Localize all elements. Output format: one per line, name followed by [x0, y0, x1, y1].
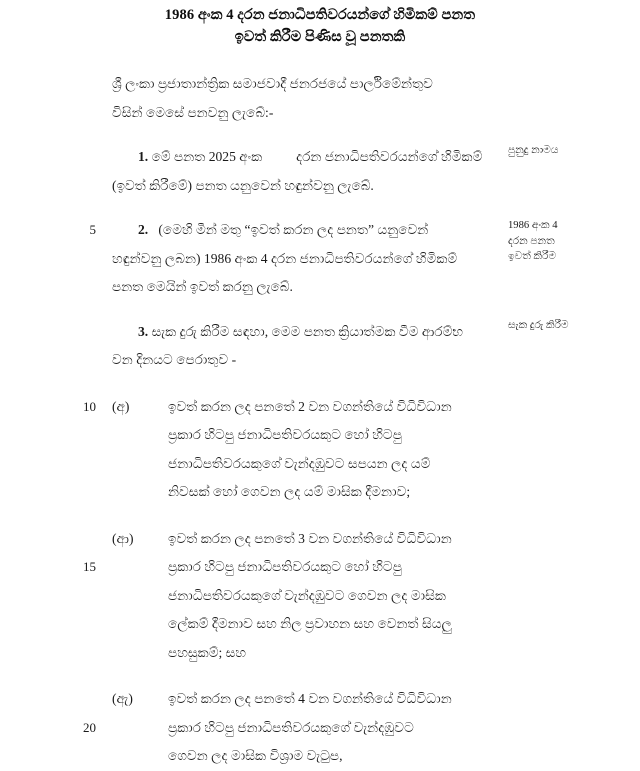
paragraph-aa-line-1: ඉවත් කරන ලද පනතේ 3 වන වගන්තියේ විධිවිධාන	[168, 530, 452, 546]
section-1-fragment-1: මේ පනත 2025 අංක	[151, 149, 263, 164]
paragraph-aa-body	[112, 525, 500, 668]
line-number-gutter	[0, 393, 112, 507]
paragraph-ae-letter: (ඇ)	[112, 691, 133, 706]
paragraph-a-line-3: ජනාධිපතිවරයකුගේ වැන්දඹුවට සපයන ලද යම්	[168, 455, 431, 471]
title-line-2: ඉවත් කිරීම පිණිස වූ පනතකි	[234, 29, 406, 45]
section-2-text	[112, 216, 500, 302]
section-2-number: 2.	[138, 222, 149, 237]
line-number-5: 5	[89, 222, 96, 237]
section-2-line-3: පනත මෙයින් ඉවත් කරනු ලැබේ.	[112, 279, 293, 294]
paragraph-ae-line-1: ඉවත් කරන ලද පනතේ 4 වන වගන්තියේ විධිවිධාන	[168, 691, 452, 706]
paragraph-aa-letter: (ආ)	[112, 530, 134, 546]
section-3-text	[112, 318, 500, 375]
paragraph-a-line-4: නිවසක් හෝ ගෙවන ලද යම් මාසික දීමනාව;	[168, 484, 411, 499]
line-number-gutter	[0, 318, 112, 375]
paragraph-aa-text	[168, 525, 500, 668]
line-number-gutter	[0, 525, 112, 668]
paragraph-ae-body	[112, 685, 500, 771]
section-2-line-2: හඳුන්වනු ලබන) 1986 අංක 4 දරන ජනාධිපතිවරයන්ගේ හිමිකම්	[112, 250, 458, 266]
paragraph-aa-line-4: ලේකම් දීමනාව සහ නිල ප්‍රවාහන සහ වෙනත් සියලු	[168, 616, 452, 631]
section-1-line-2: (ඉවත් කිරීමේ) පනත යනුවෙන් හඳුන්වනු ලැබේ.	[112, 177, 374, 193]
paragraph-ae	[0, 685, 640, 771]
paragraph-aa-line-2: ප්‍රකාර හිටපු ජනාධිපතිවරයකුට හෝ හිටපු	[168, 559, 402, 574]
sidenote-line: සැක දුරු කිරීම	[508, 319, 569, 331]
section-1-text	[112, 143, 500, 200]
line-number-10: 10	[83, 398, 96, 414]
paragraph-ae-line-3: ගෙවන ලද මාසික විශ්‍රාම වැටුප,	[168, 748, 343, 763]
line-number-gutter	[0, 685, 112, 771]
paragraph-aa-line-3: ජනාධිපතිවරයකුගේ වැන්දඹුවට ගෙවන ලද මාසික	[168, 587, 446, 603]
paragraph-a-line-2: ප්‍රකාර හිටපු ජනාධිපතිවරයකුට හෝ හිටපු	[168, 427, 402, 442]
paragraph-aa	[0, 525, 640, 668]
enacting-formula	[0, 70, 640, 127]
paragraph-a-body	[112, 393, 500, 507]
section-3-fragment-1: සැක දුරු කිරීම සඳහා, මෙම පනත ක්‍රියාත්මක වීම ආරම්භ	[151, 323, 464, 339]
line-number-20: 20	[83, 719, 96, 735]
section-3-line-2: වන දිනයට පෙරාතුව -	[112, 352, 237, 367]
enacting-line-1: ශ්‍රී ලංකා ප්‍රජාතාන්ත්‍රික සමාජවාදී ජනරජයේ පාර්ලිමේන්තුව	[112, 76, 433, 91]
line-number-gutter	[0, 143, 112, 200]
paragraph-ae-line-2: ප්‍රකාර හිටපු ජනාධිපතිවරයකුගේ වැන්දඹුවට	[168, 719, 414, 735]
paragraph-a-line-1: ඉවත් කරන ලද පනතේ 2 වන වගන්තියේ විධිවිධාන	[168, 398, 452, 414]
sidenote-line: 1986 අංක 4	[508, 220, 558, 231]
sidenote-line: පුනුදු නාමය	[508, 145, 559, 156]
sidenote-section-1	[508, 143, 640, 159]
title-line-1: 1986 අංක 4 දරන ජනාධිපතිවරයන්ගේ හිමිකම් පනත	[164, 7, 476, 23]
section-2-line-1	[112, 216, 500, 245]
section-1-line-1	[112, 143, 500, 172]
enacting-line-2: විසින් මෙසේ පනවනු ලැබේ:-	[112, 104, 274, 120]
section-3-line-1	[112, 318, 500, 347]
section-1	[0, 143, 640, 200]
sidenote-line: දරන පනත	[508, 235, 555, 247]
paragraph-a-letter: (අ)	[112, 398, 130, 414]
line-number-15: 15	[83, 559, 96, 574]
sidenote-section-2	[508, 218, 640, 265]
paragraph-aa-line-5: පහසුකම්; සහ	[168, 644, 247, 660]
section-2	[0, 216, 640, 302]
paragraph-ae-text	[168, 685, 500, 771]
line-number-gutter	[0, 70, 112, 127]
document-title	[0, 0, 640, 48]
section-3-number: 3.	[138, 323, 149, 339]
section-1-fragment-2: දරන ජනාධිපතිවරයන්ගේ හිමිකම්	[296, 149, 483, 164]
sidenote-line: ඉවත් කිරීම	[508, 251, 557, 262]
paragraph-a	[0, 393, 640, 507]
line-number-gutter	[0, 216, 112, 302]
section-1-number: 1.	[138, 149, 149, 164]
sidenote-section-3	[508, 318, 640, 334]
enacting-formula-text	[112, 70, 512, 127]
paragraph-a-text	[168, 393, 500, 507]
section-3	[0, 318, 640, 375]
section-2-fragment-1: (මෙහි මීන් මතු “ඉවත් කරන ලද පනත” යනුවෙන්	[158, 222, 429, 237]
